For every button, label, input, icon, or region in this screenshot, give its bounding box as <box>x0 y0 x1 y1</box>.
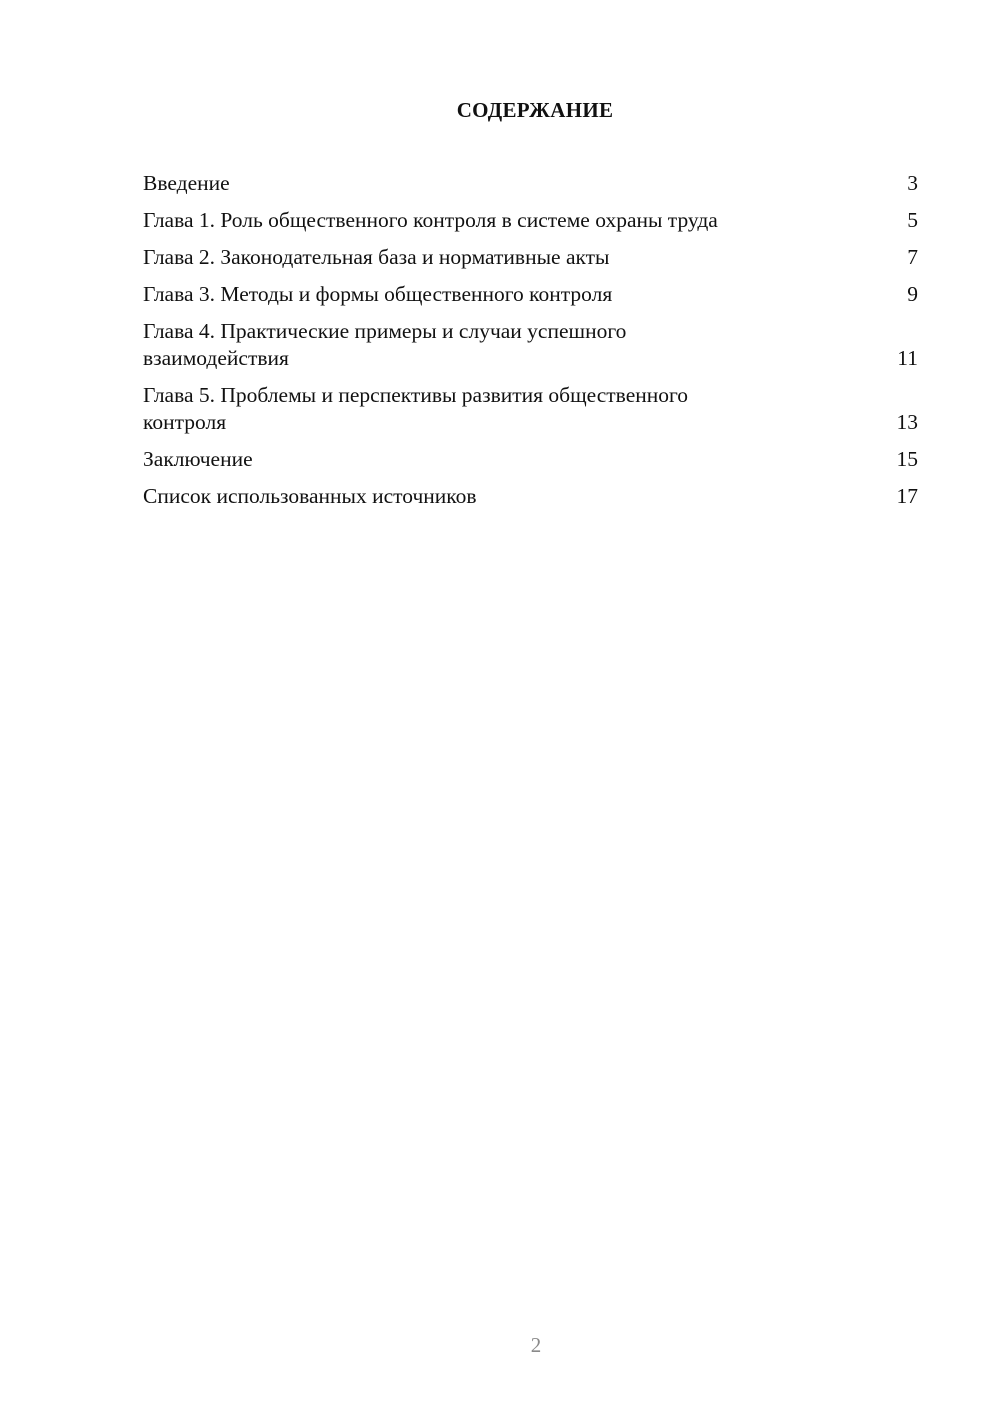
page-number: 2 <box>530 1333 542 1357</box>
toc-entry-page: 17 <box>896 484 918 508</box>
toc-entry-chapter-2 <box>143 244 918 271</box>
toc-entry-label: Глава 4. Практические примеры и случаи успешного взаимодействия <box>143 319 627 370</box>
page-title: СОДЕРЖАНИЕ <box>456 98 614 122</box>
toc-entry-page: 5 <box>907 208 918 232</box>
toc-entry-label: Глава 2. Законодательная база и нормативные акты <box>143 245 610 269</box>
toc-entry-label: Введение <box>143 171 230 195</box>
toc-entry-page: 15 <box>896 447 918 471</box>
toc-entry-label: Глава 1. Роль общественного контроля в системе охраны труда <box>143 208 718 232</box>
toc-entry-label: Список использованных источников <box>143 484 477 508</box>
toc-entry-references <box>143 483 918 510</box>
toc-entry-label: Заключение <box>143 447 253 471</box>
table-of-contents <box>143 170 918 520</box>
toc-entry-page: 13 <box>896 410 918 434</box>
toc-entry-label: Глава 3. Методы и формы общественного контроля <box>143 282 613 306</box>
toc-entry-chapter-1 <box>143 207 918 234</box>
toc-entry-conclusion <box>143 446 918 473</box>
toc-entry-page: 9 <box>907 282 918 306</box>
toc-entry-page: 7 <box>907 245 918 269</box>
toc-entry-page: 3 <box>907 171 918 195</box>
toc-entry-chapter-4 <box>143 318 918 372</box>
toc-entry-label: Глава 5. Проблемы и перспективы развития общественного контроля <box>143 383 689 434</box>
toc-entry-introduction <box>143 170 918 197</box>
toc-entry-page: 11 <box>897 346 918 370</box>
toc-entry-chapter-3 <box>143 281 918 308</box>
toc-entry-chapter-5 <box>143 382 918 436</box>
